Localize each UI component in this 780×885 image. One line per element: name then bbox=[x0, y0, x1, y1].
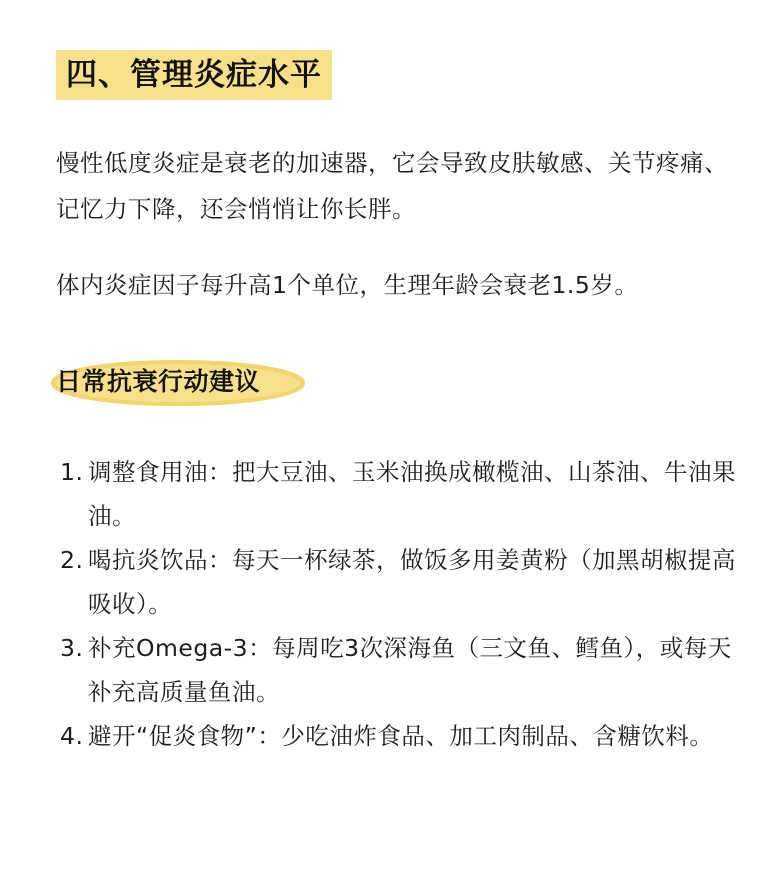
tips-list bbox=[56, 450, 746, 758]
list-text: 喝抗炎饮品：每天一杯绿茶，做饭多用姜黄粉（加黑胡椒提高吸收）。 bbox=[88, 546, 736, 618]
list-number: 1. bbox=[60, 458, 84, 486]
subsection-heading bbox=[50, 356, 310, 408]
list-text: 补充Omega-3：每周吃3次深海鱼（三文鱼、鳕鱼），或每天补充高质量鱼油。 bbox=[88, 634, 732, 706]
list-number: 2. bbox=[60, 546, 84, 574]
list-item bbox=[56, 714, 746, 758]
fact-paragraph: 体内炎症因子每升高1个单位，生理年龄会衰老1.5岁。 bbox=[56, 271, 639, 299]
list-text: 避开“促炎食物”：少吃油炸食品、加工肉制品、含糖饮料。 bbox=[88, 722, 714, 750]
list-item bbox=[56, 450, 746, 538]
subsection-title: 日常抗衰行动建议 bbox=[56, 367, 261, 396]
list-number: 3. bbox=[60, 634, 84, 662]
list-text: 调整食用油：把大豆油、玉米油换成橄榄油、山茶油、牛油果油。 bbox=[88, 458, 736, 530]
list-item bbox=[56, 626, 746, 714]
intro-paragraph: 慢性低度炎症是衰老的加速器，它会导致皮肤敏感、关节疼痛、记忆力下降，还会悄悄让你长胖。 bbox=[56, 149, 728, 223]
list-item bbox=[56, 538, 746, 626]
section-title: 四、管理炎症水平 bbox=[56, 50, 332, 100]
list-number: 4. bbox=[60, 722, 84, 750]
